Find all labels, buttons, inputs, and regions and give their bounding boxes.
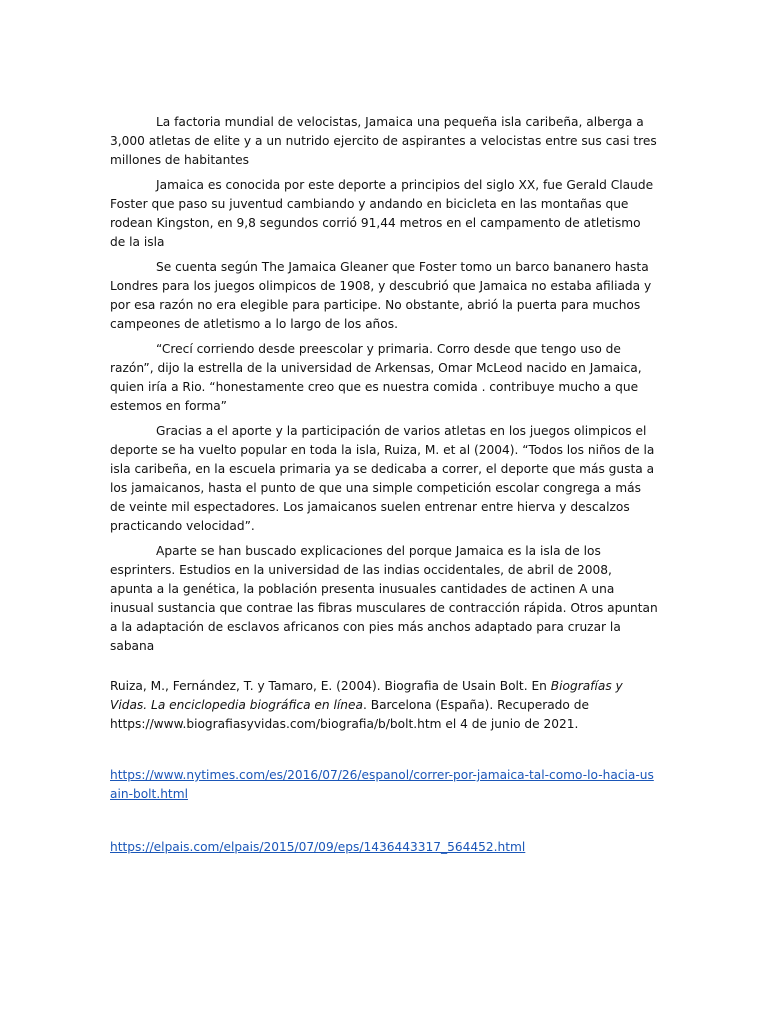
paragraph-2: Jamaica es conocida por este deporte a principios del siglo XX, fue Gerald Claude Foster que paso su juventud cambiando y andando en bicicleta en las montañas que rodean Kingston, en 9,8 segundos corrió 91,44 metros en el campamento de atletismo de la isla (110, 178, 654, 249)
paragraph-6: Aparte se han buscado explicaciones del porque Jamaica es la isla de los esprinters. Estudios en la universidad de las indias occidentales, de abril de 2008, apunta a la genética, la población presenta inusuales cantidades de actinen A una inusual sustancia que contrae las fibras musculares de contracción rápida. Otros apuntan a la adaptación de esclavos africanos con pies más anchos adaptado para cruzar la sabana (110, 544, 658, 653)
reference-link-nytimes[interactable]: https://www.nytimes.com/es/2016/07/26/espanol/correr-por-jamaica-tal-como-lo-hacia-usain-bolt.html (110, 768, 654, 801)
reference-link-elpais-block (110, 838, 658, 857)
reference-link-elpais[interactable]: https://elpais.com/elpais/2015/07/09/eps/1436443317_564452.html (110, 840, 526, 854)
reference-publisher: . Barcelona (España). Recuperado de https://www.biografiasyvidas.com/biografia/b/bolt.htm el 4 de junio de 2021. (110, 698, 589, 731)
paragraph-4: “Crecí corriendo desde preescolar y primaria. Corro desde que tengo uso de razón”, dijo la estrella de la universidad de Arkensas, Omar McLeod nacido en Jamaica, quien iría a Rio. “honestamente creo que es nuestra comida . contribuye mucho a que estemos en forma” (110, 342, 642, 413)
paragraph-1: La factoria mundial de velocistas, Jamaica una pequeña isla caribeña, alberga a 3,000 atletas de elite y a un nutrido ejercito de aspirantes a velocistas entre sus casi tres millones de habitantes (110, 115, 657, 167)
reference-authors: Ruiza, M., Fernández, T. y Tamaro, E. (2004). Biografia de Usain Bolt. En (110, 679, 551, 693)
reference-citation (110, 677, 658, 734)
document-body (110, 113, 658, 662)
paragraph-3: Se cuenta según The Jamaica Gleaner que Foster tomo un barco bananero hasta Londres para los juegos olimpicos de 1908, y descubrió que Jamaica no estaba afiliada y por esa razón no era elegible para participe. No obstante, abrió la puerta para muchos campeones de atletismo a lo largo de los años. (110, 260, 652, 331)
reference-link-nytimes-block (110, 766, 658, 804)
paragraph-5: Gracias a el aporte y la participación de varios atletas en los juegos olimpicos el deporte se ha vuelto popular en toda la isla, Ruiza, M. et al (2004). “Todos los niños de la isla caribeña, en la escuela primaria ya se dedicaba a correr, el deporte que más gusta a los jamaicanos, hasta el punto de que una simple competición escolar congrega a más de veinte mil espectadores. Los jamaicanos suelen entrenar entre hierva y descalzos practicando velocidad”. (110, 424, 655, 533)
reference-book-title: Biografías y Vidas. La enciclopedia biográfica en línea (110, 679, 623, 712)
